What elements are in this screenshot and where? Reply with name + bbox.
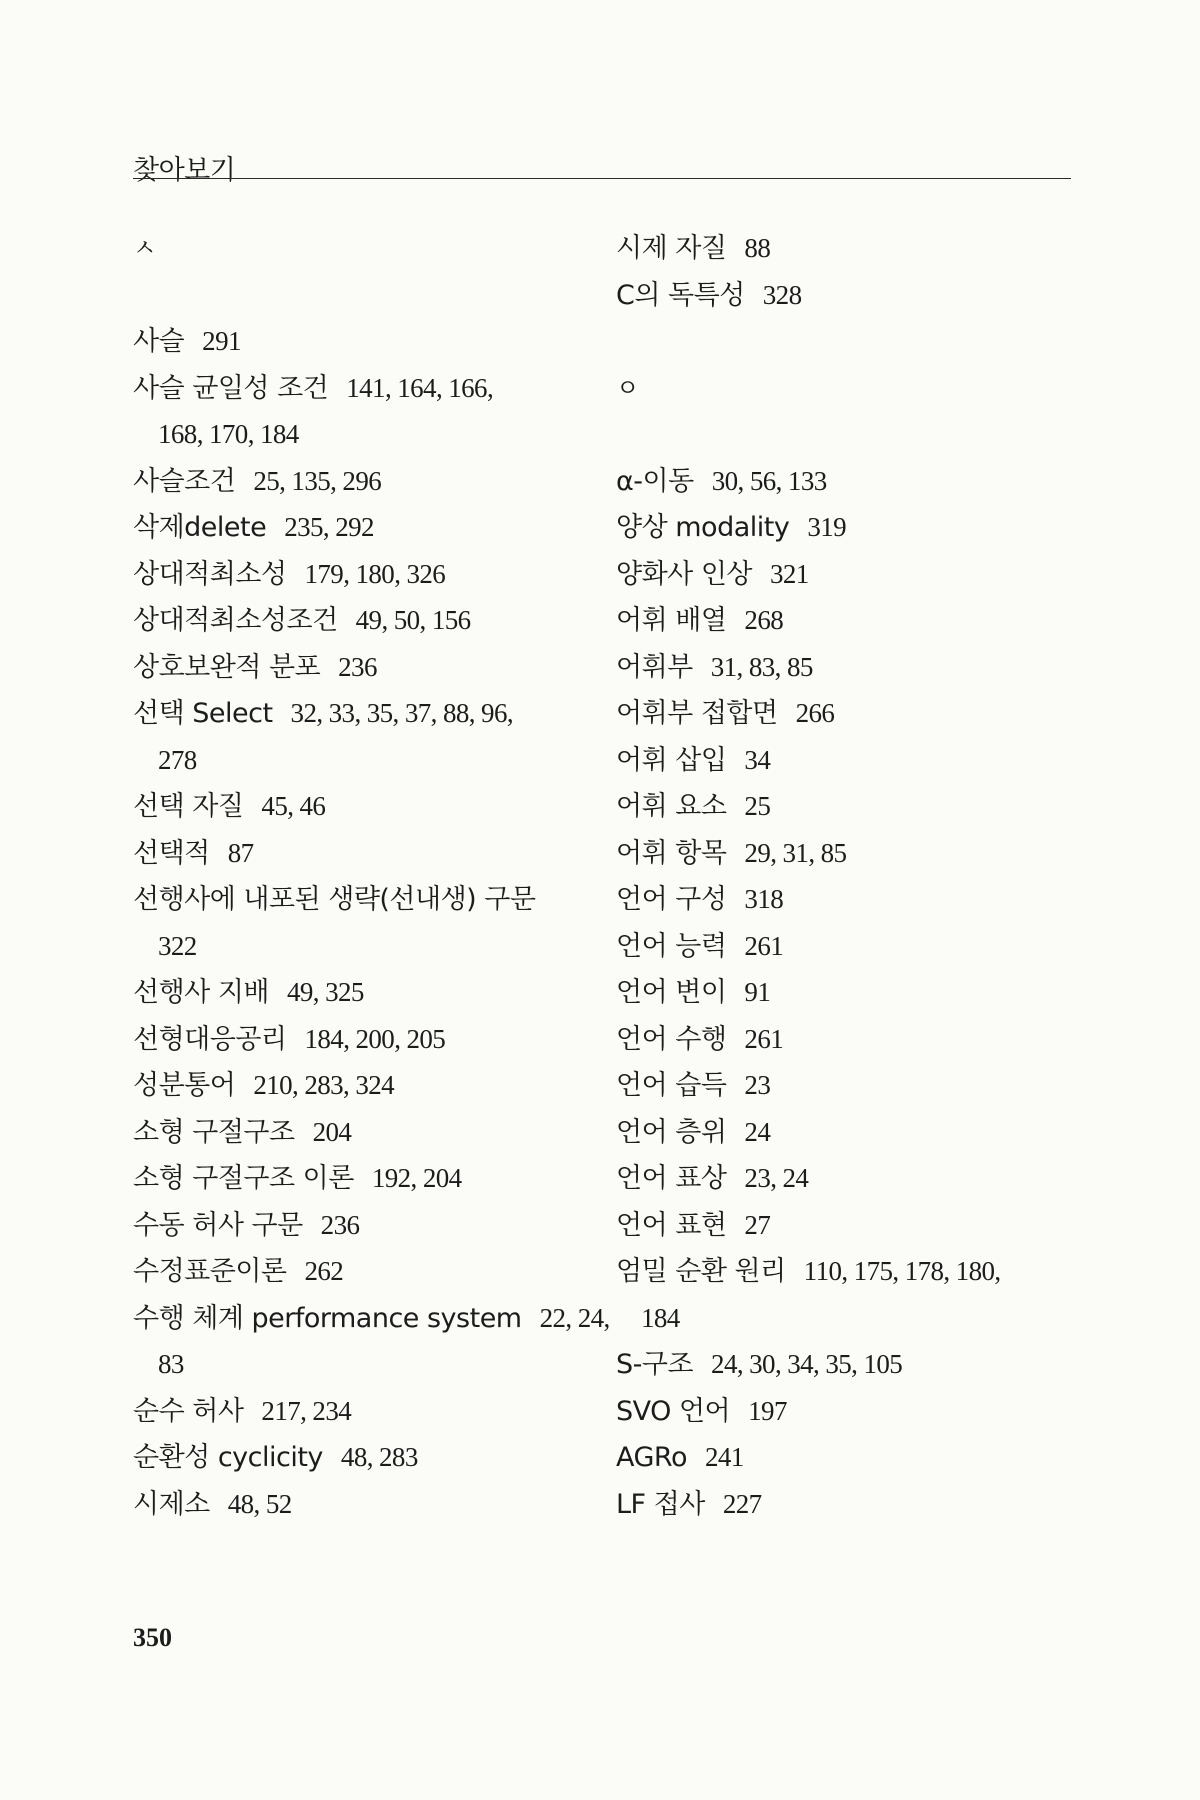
- index-entry: [616, 1341, 1071, 1388]
- index-entry: [133, 551, 585, 598]
- index-pages: 184, 200, 205: [304, 1023, 446, 1054]
- index-pages: 48, 283: [340, 1442, 418, 1472]
- blank-line: [616, 318, 1071, 365]
- index-term: 어휘부: [616, 651, 693, 683]
- index-pages: 25, 135, 296: [253, 465, 382, 496]
- index-entry: [616, 969, 1071, 1016]
- index-pages: 27: [744, 1209, 771, 1240]
- index-pages: 261: [744, 1023, 784, 1054]
- index-term: 어휘 요소: [616, 791, 727, 822]
- index-pages: 88: [744, 233, 771, 263]
- index-entry: [616, 1248, 1071, 1295]
- index-term: 언어 수행: [616, 1023, 727, 1055]
- index-pages: 110, 175, 178, 180,: [803, 1256, 1001, 1286]
- index-entry: [616, 597, 1071, 644]
- index-entry: [133, 969, 585, 1016]
- index-pages: 241: [704, 1442, 744, 1472]
- page-header-title: 찾아보기: [133, 155, 236, 186]
- index-pages: 217, 234: [261, 1395, 352, 1426]
- index-term: 시제소: [133, 1488, 210, 1520]
- index-entry: [133, 504, 585, 551]
- index-entry: [616, 783, 1071, 830]
- index-term: 사슬조건: [133, 465, 236, 497]
- index-entry: [133, 597, 585, 644]
- index-term: 상대적최소성: [133, 558, 287, 590]
- index-term: 언어 습득: [616, 1070, 727, 1101]
- index-term: 시제 자질: [616, 233, 727, 264]
- index-pages: 210, 283, 324: [253, 1070, 395, 1100]
- index-entry: [133, 365, 585, 412]
- index-pages: 22, 24,: [539, 1302, 610, 1333]
- index-pages: 236: [338, 651, 377, 682]
- index-term: 언어 표현: [616, 1209, 727, 1241]
- index-pages: 321: [770, 558, 809, 589]
- index-pages: 291: [202, 326, 241, 356]
- index-entry: [133, 458, 585, 505]
- index-entry: [133, 1295, 610, 1342]
- index-entry: [133, 876, 585, 923]
- index-pages: 31, 83, 85: [710, 651, 813, 682]
- index-term: LF 접사: [616, 1488, 705, 1520]
- index-term: 선행사에 내포된 생략(선내생) 구문: [133, 884, 536, 915]
- index-pages: 29, 31, 85: [744, 837, 847, 868]
- index-pages: 266: [795, 698, 835, 728]
- index-pages: 197: [748, 1395, 787, 1426]
- index-term: 양화사 인상: [616, 558, 752, 590]
- index-entry: [133, 1155, 585, 1202]
- index-term: 성분통어: [133, 1070, 236, 1101]
- index-entry: [133, 1481, 585, 1528]
- index-term: 순환성 cyclicity: [133, 1442, 323, 1473]
- index-pages: 235, 292: [284, 512, 374, 542]
- index-term: 삭제delete: [133, 512, 267, 543]
- index-pages: 91: [744, 977, 771, 1007]
- index-pages: 23: [744, 1070, 771, 1100]
- index-entry: [616, 1434, 1071, 1481]
- index-term: 수정표준이론: [133, 1256, 287, 1287]
- index-entry: [616, 1202, 1071, 1249]
- index-pages: 24: [744, 1116, 771, 1147]
- index-entry: [133, 783, 585, 830]
- index-pages: 34: [744, 744, 771, 775]
- index-entry: [133, 318, 585, 365]
- index-pages: 328: [762, 279, 802, 310]
- index-entry: [616, 1016, 1071, 1063]
- index-term: 순수 허사: [133, 1395, 244, 1427]
- index-entry: [616, 225, 1071, 272]
- index-column-right: [616, 225, 1071, 1527]
- index-pages: 32, 33, 35, 37, 88, 96,: [290, 698, 513, 728]
- index-pages: 179, 180, 326: [304, 558, 446, 589]
- index-pages: 45, 46: [261, 791, 326, 821]
- index-pages: 262: [304, 1256, 344, 1286]
- index-term: SVO 언어: [616, 1395, 731, 1427]
- index-entry-continuation: 322: [158, 930, 197, 961]
- header-rule: [133, 178, 1071, 179]
- blank-line: [616, 411, 1071, 458]
- index-entry: [616, 1155, 1071, 1202]
- blank-line: [133, 272, 585, 319]
- index-pages: 30, 56, 133: [711, 465, 827, 496]
- index-term: 수행 체계 performance system: [133, 1302, 522, 1334]
- index-pages: 227: [722, 1488, 762, 1519]
- index-pages: 49, 50, 156: [355, 605, 471, 635]
- index-term: 상호보완적 분포: [133, 651, 321, 683]
- index-entry: [616, 1481, 1071, 1528]
- index-pages: 268: [744, 605, 784, 635]
- index-entry: [616, 1109, 1071, 1156]
- index-entry: [616, 458, 1071, 505]
- index-entry-continuation: 184: [641, 1302, 680, 1333]
- page-number: 350: [133, 1623, 172, 1652]
- index-entry: [616, 551, 1071, 598]
- index-pages: 48, 52: [227, 1488, 292, 1519]
- index-entry: [616, 644, 1071, 691]
- index-term: 어휘 항목: [616, 837, 727, 869]
- index-term: 언어 표상: [616, 1163, 727, 1194]
- index-pages: 319: [807, 512, 847, 542]
- index-entry: [133, 690, 585, 737]
- index-entry: [616, 504, 1071, 551]
- index-pages: 236: [320, 1209, 360, 1240]
- index-term: C의 독특성: [616, 279, 745, 311]
- index-term: 사슬: [133, 326, 185, 357]
- index-term: 어휘 삽입: [616, 744, 727, 776]
- index-term: 엄밀 순환 원리: [616, 1256, 786, 1287]
- index-pages: 49, 325: [287, 977, 364, 1007]
- index-column-left: [133, 225, 610, 1527]
- index-pages: 25: [744, 791, 771, 821]
- index-term: 어휘 배열: [616, 605, 727, 636]
- index-pages: 192, 204: [371, 1163, 462, 1193]
- index-term: 상대적최소성조건: [133, 605, 338, 636]
- index-pages: 141, 164, 166,: [346, 372, 494, 403]
- index-term: 수동 허사 구문: [133, 1209, 303, 1241]
- index-entry: [616, 737, 1071, 784]
- index-pages: 318: [744, 884, 784, 914]
- section-letter: ㅅ: [133, 234, 156, 262]
- index-entry-continuation: 83: [158, 1349, 184, 1379]
- index-entry-continuation: 168, 170, 184: [158, 419, 299, 449]
- index-term: 언어 구성: [616, 884, 727, 915]
- index-term: 선행사 지배: [133, 977, 269, 1008]
- section-letter: ㅇ: [616, 373, 639, 402]
- index-entry: [133, 1062, 585, 1109]
- index-term: 선택적: [133, 837, 210, 869]
- index-term: 양상 modality: [616, 512, 790, 543]
- index-entry: [616, 690, 1071, 737]
- index-pages: 87: [227, 837, 254, 868]
- index-pages: 261: [744, 930, 784, 961]
- index-pages: 23, 24: [744, 1163, 809, 1193]
- index-entry: [616, 1388, 1071, 1435]
- index-term: 언어 층위: [616, 1116, 727, 1148]
- index-term: 어휘부 접합면: [616, 698, 778, 729]
- index-entry: [616, 272, 1071, 319]
- index-entry-continuation: 278: [158, 744, 197, 775]
- index-entry: [616, 830, 1071, 877]
- index-term: 사슬 균일성 조건: [133, 372, 329, 404]
- index-entry: [133, 1016, 585, 1063]
- index-term: AGRo: [616, 1442, 687, 1473]
- index-term: 선택 자질: [133, 791, 244, 822]
- index-term: S-구조: [616, 1349, 694, 1380]
- index-term: 언어 능력: [616, 930, 727, 962]
- index-term: 선택 Select: [133, 698, 273, 729]
- index-entry: [133, 644, 585, 691]
- index-term: α-이동: [616, 465, 694, 497]
- index-entry: [133, 1248, 585, 1295]
- index-entry: [133, 830, 585, 877]
- index-pages: 204: [312, 1116, 352, 1147]
- index-entry: [616, 1062, 1071, 1109]
- index-entry: [133, 1388, 585, 1435]
- index-entry: [133, 1202, 585, 1249]
- index-term: 소형 구절구조: [133, 1116, 295, 1148]
- index-term: 선형대응공리: [133, 1023, 287, 1055]
- index-entry: [133, 1434, 585, 1481]
- index-entry: [133, 1109, 585, 1156]
- index-entry: [616, 876, 1071, 923]
- index-pages: 24, 30, 34, 35, 105: [711, 1349, 903, 1379]
- index-term: 언어 변이: [616, 977, 727, 1008]
- index-entry: [616, 923, 1071, 970]
- index-term: 소형 구절구조 이론: [133, 1163, 354, 1194]
